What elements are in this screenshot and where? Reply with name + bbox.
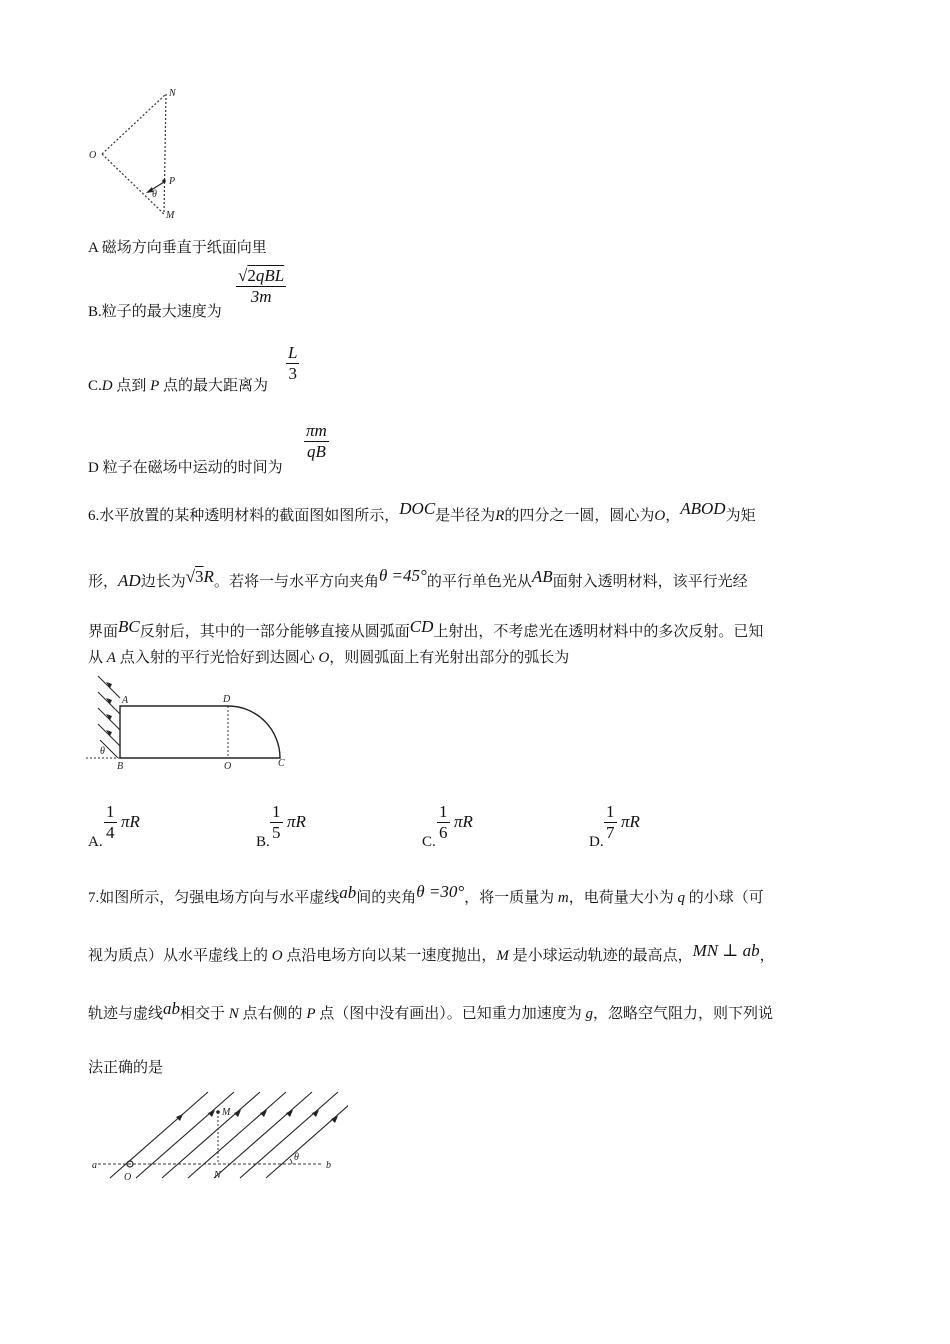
var-d: D	[101, 378, 113, 394]
point-p	[162, 179, 166, 183]
label-theta: θ	[294, 1152, 299, 1163]
var-r: R	[495, 508, 505, 524]
text: 点右侧的	[238, 1006, 307, 1022]
q7-line4: 法正确的是	[88, 1060, 164, 1076]
label-p: P	[169, 176, 176, 187]
text: 点入射的平行光恰好到达圆心	[115, 650, 319, 666]
q5-option-d-fraction	[304, 421, 329, 462]
text: 6.水平放置的某种透明材料的截面图如图所示，	[88, 508, 400, 524]
text: ，忽略空气阻力，则下列说	[593, 1006, 774, 1022]
var-g: g	[585, 1006, 593, 1022]
denominator: 3	[286, 363, 299, 384]
text: 点沿电场方向以某一速度抛出，	[282, 948, 497, 964]
label-n: N	[214, 1170, 221, 1181]
q7-line3	[88, 999, 774, 1023]
field-arrow-head	[176, 1114, 183, 1121]
text: 间的夹角	[356, 890, 417, 906]
material-outline	[120, 706, 280, 758]
var-o: O	[654, 508, 666, 524]
choice-label: A.	[88, 834, 103, 850]
text: 点（图中没有画出）。已知重力加速度为	[315, 1006, 586, 1022]
denominator: 6	[439, 823, 448, 842]
label-c: C	[278, 758, 285, 769]
text: ，则圆弧面上有光射出部分的弧长为	[329, 650, 570, 666]
choice-label: B.	[256, 834, 270, 850]
text-mid1: 点到	[112, 378, 151, 394]
var-m: M	[496, 948, 509, 964]
text: 的小球（可	[685, 890, 764, 906]
choice-fraction	[104, 802, 117, 843]
choice-label: C.	[422, 834, 436, 850]
choice-fraction	[437, 802, 450, 843]
numerator: 1	[106, 802, 115, 821]
sqrt-arg: 2	[247, 266, 256, 285]
var-o: O	[318, 650, 330, 666]
var-p: P	[306, 1006, 316, 1022]
text: ，电荷量大小为	[568, 890, 678, 906]
math-ab: ab	[163, 999, 181, 1018]
denominator: 7	[606, 823, 615, 842]
label-theta: θ	[152, 189, 157, 200]
numerator: 1	[606, 802, 615, 821]
q5-triangle-figure	[86, 84, 196, 224]
segment-nm	[164, 94, 166, 214]
var-o: O	[271, 948, 283, 964]
label-b: B	[117, 761, 124, 772]
choice-tail: πR	[454, 812, 473, 831]
var-n: N	[228, 1006, 239, 1022]
q6-line4	[88, 646, 569, 667]
q5-option-c	[88, 374, 268, 395]
label-theta: θ	[100, 746, 105, 757]
math-doc: DOC	[399, 499, 436, 518]
var-m: m	[557, 890, 569, 906]
denominator: 3m	[236, 286, 286, 307]
segment-om	[102, 154, 164, 214]
text: 从	[88, 650, 107, 666]
field-line	[266, 1104, 348, 1178]
sqrt-rest: R	[203, 567, 214, 586]
q6-line1	[88, 499, 756, 525]
field-line	[110, 1092, 208, 1178]
text: ，	[759, 948, 775, 964]
field-line	[136, 1092, 234, 1178]
q5-option-d-prefix: D 粒子在磁场中运动的时间为	[88, 460, 283, 476]
choice-tail: πR	[621, 812, 640, 831]
option-label: C.	[88, 378, 102, 394]
q5-option-b-prefix: B.粒子的最大速度为	[88, 304, 222, 320]
math-ad: AD	[118, 571, 141, 590]
text: 边长为	[140, 574, 186, 590]
text: ，将一质量为	[464, 890, 558, 906]
q5-option-a: A 磁场方向垂直于纸面向里	[88, 240, 267, 256]
q7-line2	[88, 941, 775, 965]
label-m: M	[166, 210, 175, 221]
math-abod: ABOD	[680, 499, 726, 518]
text: 形，	[88, 574, 119, 590]
math-sqrt3r: √3R	[185, 567, 214, 586]
text: 的四分之一圆，圆心为	[504, 508, 655, 524]
choice-fraction	[604, 802, 617, 843]
math-theta-30: θ =30°	[416, 882, 465, 901]
segment-on	[102, 94, 166, 154]
math-ab: ab	[339, 883, 357, 902]
text: 的平行单色光从	[426, 574, 532, 590]
math-mn-perp-ab: MN ⊥ ab	[692, 941, 760, 960]
q7-line1	[88, 882, 764, 907]
denominator: qB	[304, 441, 329, 462]
var-q: q	[677, 890, 686, 906]
math-bc: BC	[118, 617, 140, 636]
field-lines	[110, 1092, 348, 1178]
numerator: L	[288, 343, 298, 362]
label-a: a	[92, 1160, 97, 1171]
label-m: M	[222, 1107, 231, 1118]
text: 是小球运动轨迹的最高点，	[508, 948, 693, 964]
choice-tail: πR	[121, 812, 140, 831]
var-p: P	[150, 378, 160, 394]
q7-field-figure	[88, 1088, 348, 1188]
text: 反射后，其中的一部分能够直接从圆弧面	[139, 624, 410, 640]
q6-line2	[88, 566, 748, 591]
denominator: 4	[106, 823, 115, 842]
q5-option-c-fraction	[286, 343, 299, 384]
angle-arc	[290, 1159, 292, 1164]
label-n: N	[169, 88, 176, 99]
q5-option-b-fraction: √2qBL 3m	[238, 266, 285, 306]
label-o: O	[124, 1172, 132, 1183]
math-theta-45: θ =45°	[378, 566, 427, 585]
numerator-rest: qBL	[255, 266, 285, 285]
choice-label: D.	[589, 834, 604, 850]
text: 7.如图所示，匀强电场方向与水平虚线	[88, 890, 340, 906]
numerator: 1	[439, 802, 448, 821]
text-mid2: 点的最大距离为	[159, 378, 269, 394]
text: 相交于	[180, 1006, 229, 1022]
label-o: O	[224, 761, 232, 772]
choice-tail: πR	[287, 812, 306, 831]
sqrt-arg: 3	[195, 567, 204, 586]
text: ，	[665, 508, 681, 524]
field-line	[162, 1092, 260, 1178]
math-cd: CD	[409, 617, 434, 636]
choice-fraction	[270, 802, 283, 843]
var-a: A	[106, 650, 116, 666]
numerator: πm	[306, 421, 327, 440]
point-m	[216, 1110, 220, 1114]
q6-line3	[88, 617, 764, 641]
field-line	[240, 1092, 338, 1178]
text: 为矩	[725, 508, 756, 524]
field-line	[188, 1092, 286, 1178]
text: 面射入透明材料，该平行光经	[552, 574, 748, 590]
label-b: b	[326, 1160, 331, 1171]
text: 是半径为	[435, 508, 496, 524]
text: 视为质点）从水平虚线上的	[88, 948, 272, 964]
text: 。若将一与水平方向夹角	[213, 574, 379, 590]
math-ab: AB	[531, 567, 553, 586]
label-d: D	[223, 694, 231, 705]
text: 上射出，不考虑光在透明材料中的多次反射。已知	[433, 624, 764, 640]
label-o: O	[89, 150, 97, 161]
field-line	[214, 1092, 312, 1178]
denominator: 5	[272, 823, 281, 842]
label-a: A	[122, 695, 129, 706]
q6-material-figure	[86, 672, 296, 772]
text: 轨迹与虚线	[88, 1006, 164, 1022]
text: 界面	[88, 624, 119, 640]
numerator: 1	[272, 802, 281, 821]
